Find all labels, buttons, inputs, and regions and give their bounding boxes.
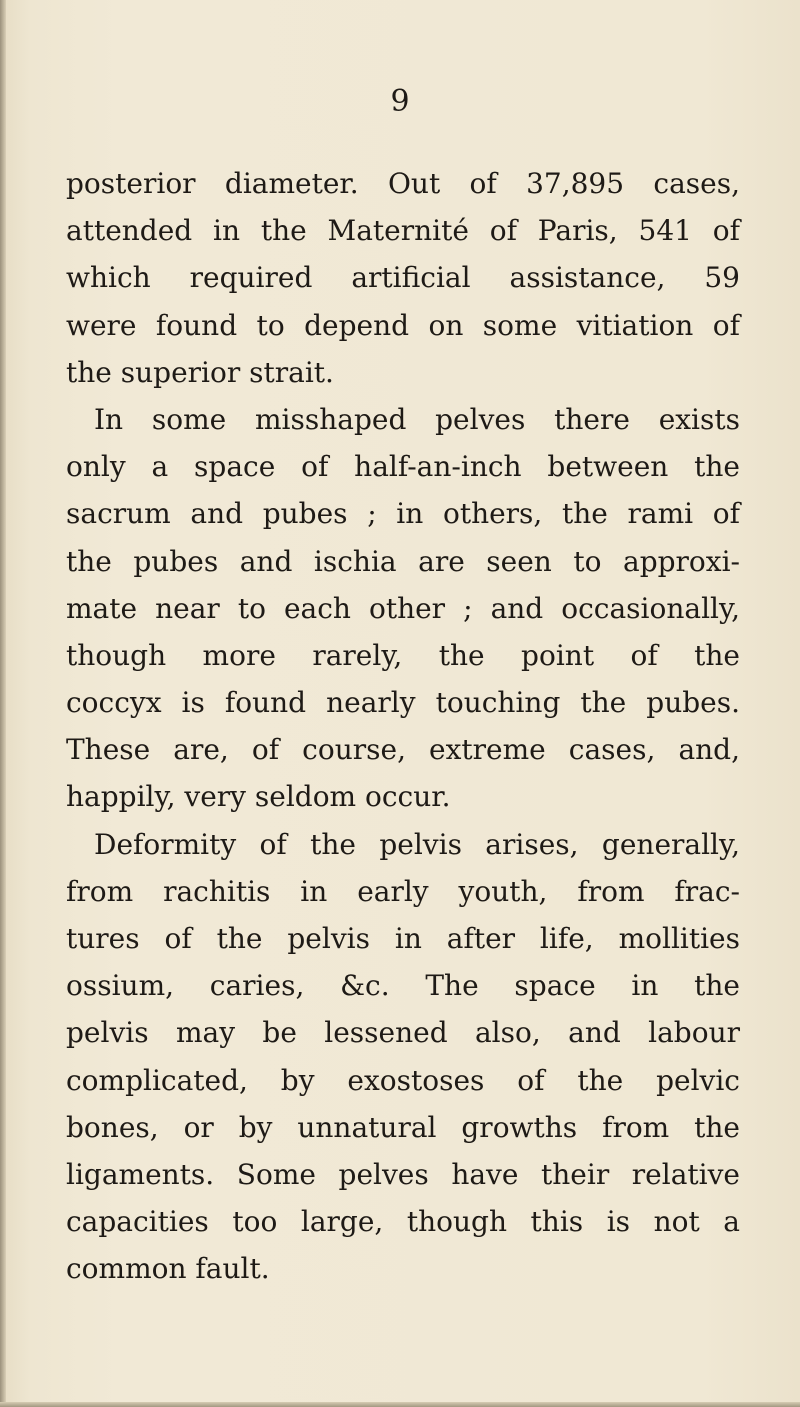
- text-line: happily, very seldom occur.: [66, 780, 451, 814]
- text-line: attended in the Maternité of Paris, 541 of: [66, 214, 740, 248]
- text-line: sacrum and pubes ; in others, the rami of: [66, 497, 740, 531]
- page-number: 9: [390, 84, 410, 119]
- text-line: were found to depend on some vitiation of: [66, 308, 740, 342]
- text-line: ossium, caries, &c. The space in the: [66, 969, 740, 1003]
- text-line: only a space of half-an-inch between the: [66, 450, 740, 484]
- text-line: the superior strait.: [66, 355, 334, 389]
- page-bottom-edge: [0, 1402, 800, 1407]
- text-line: Deformity of the pelvis arises, generally,: [94, 827, 740, 861]
- text-line: though more rarely, the point of the: [66, 638, 740, 672]
- text-line: complicated, by exostoses of the pelvic: [66, 1063, 740, 1097]
- text-line: common fault.: [66, 1252, 270, 1286]
- text-line: which required artificial assistance, 59: [66, 261, 740, 295]
- text-line: coccyx is found nearly touching the pubes.: [66, 686, 740, 720]
- text-line: capacities too large, though this is not a: [66, 1205, 740, 1239]
- text-line: bones, or by unnatural growths from the: [66, 1110, 740, 1144]
- text-line: These are, of course, extreme cases, and,: [66, 733, 740, 767]
- binding-edge: [0, 0, 6, 1407]
- text-line: mate near to each other ; and occasionally,: [66, 591, 740, 625]
- body-text: [66, 160, 740, 1293]
- text-line: posterior diameter. Out of 37,895 cases,: [66, 167, 740, 200]
- text-line: pelvis may be lessened also, and labour: [66, 1016, 740, 1050]
- text-line: from rachitis in early youth, from frac-: [66, 874, 740, 908]
- text-line: the pubes and ischia are seen to approxi-: [66, 544, 740, 578]
- text-line: tures of the pelvis in after life, mollities: [66, 922, 740, 955]
- text-line: In some misshaped pelves there exists: [94, 402, 740, 436]
- text-line: ligaments. Some pelves have their relative: [66, 1157, 740, 1191]
